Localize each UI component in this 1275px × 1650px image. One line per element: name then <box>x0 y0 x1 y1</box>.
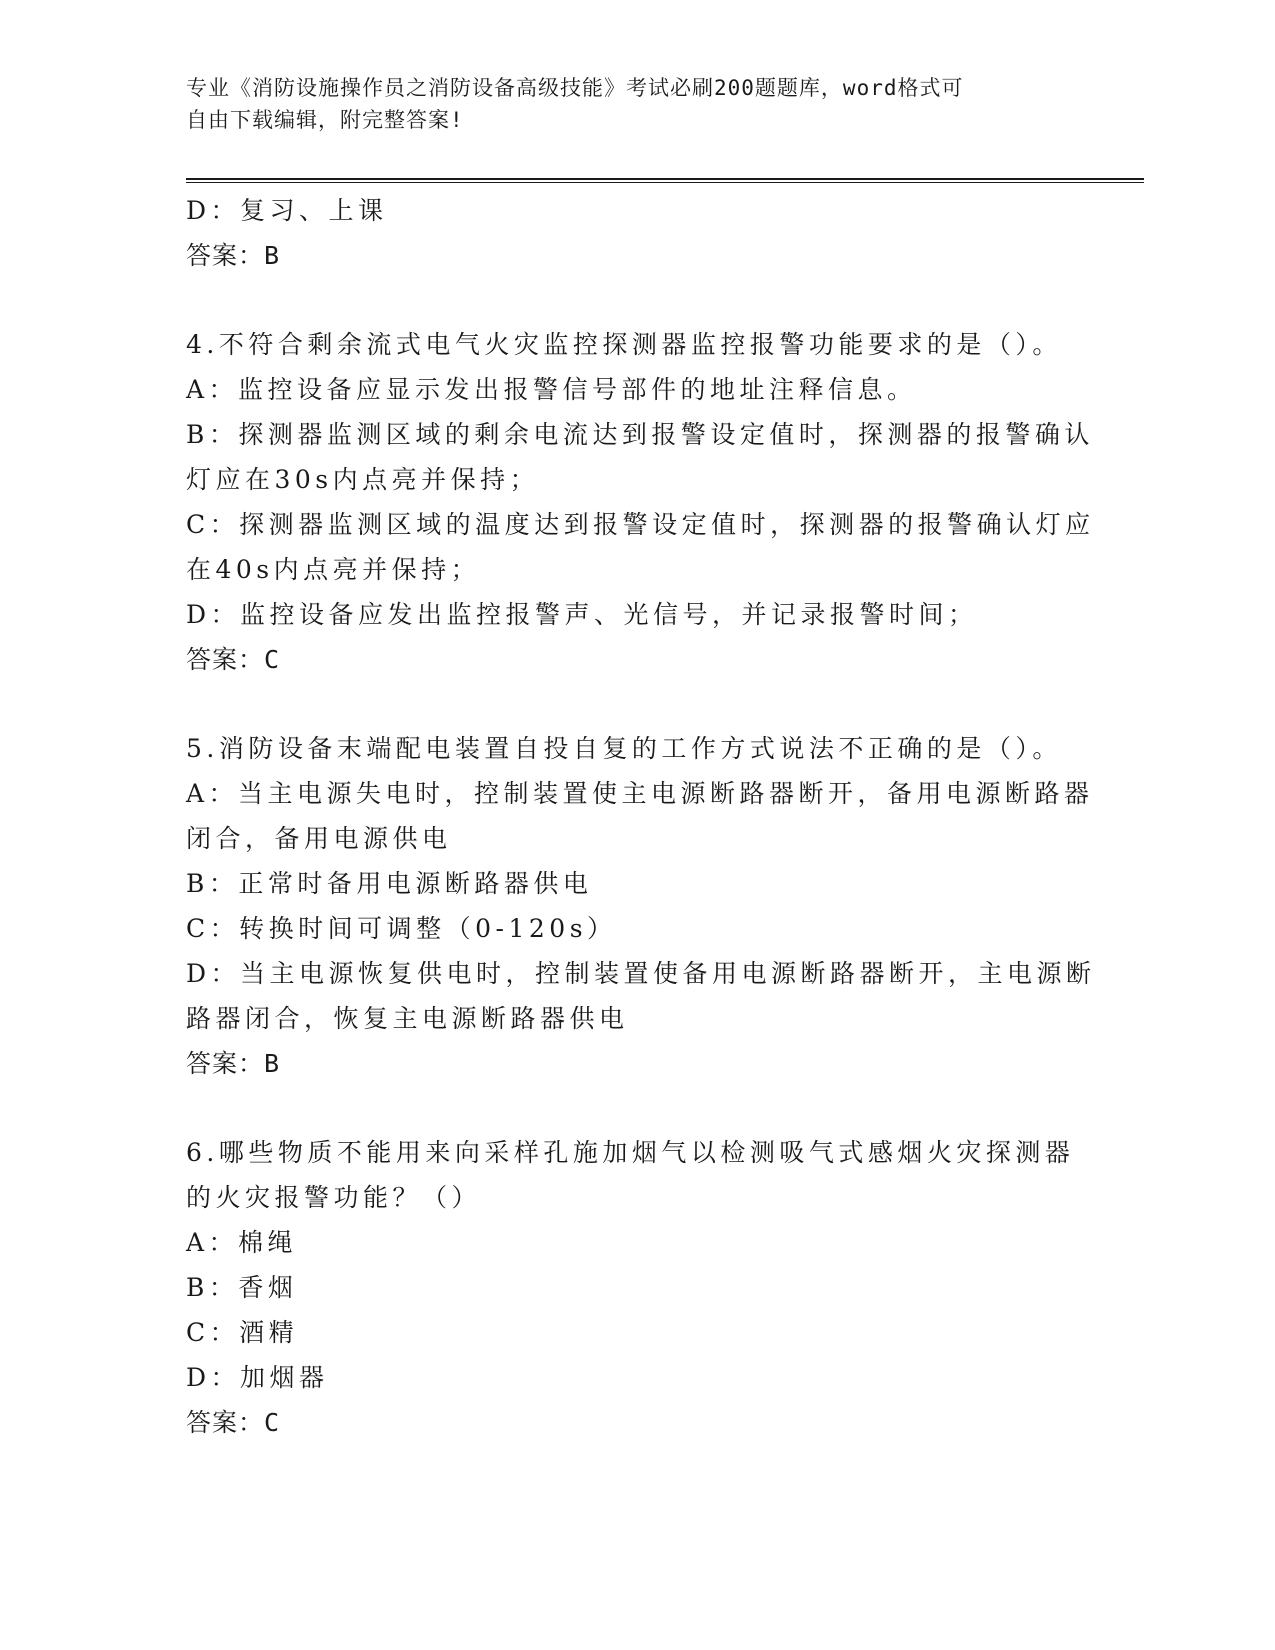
q5-option-d-line-1: D：当主电源恢复供电时，控制装置使备用电源断路器断开，主电源断 <box>186 959 1096 988</box>
q6-question-line-2: 的火灾报警功能？（） <box>186 1183 482 1212</box>
q6-option-d: D：加烟器 <box>186 1363 329 1392</box>
q5-option-a-line-1: A：当主电源失电时，控制装置使主电源断路器断开，备用电源断路器 <box>186 779 1094 808</box>
q4-option-b-line-2: 灯应在30s内点亮并保持； <box>186 465 540 494</box>
q5-option-a-line-2: 闭合，备用电源供电 <box>186 824 452 853</box>
q6-option-c: C：酒精 <box>186 1318 299 1347</box>
question-5 <box>186 726 1096 1086</box>
q4-option-d: D：监控设备应发出监控报警声、光信号，并记录报警时间； <box>186 600 978 629</box>
q4-option-b-line-1: B：探测器监测区域的剩余电流达到报警设定值时，探测器的报警确认 <box>186 420 1094 449</box>
q5-question: 5.消防设备末端配电装置自投自复的工作方式说法不正确的是（）。 <box>186 734 1062 763</box>
q3-answer: 答案：B <box>186 241 281 270</box>
q5-option-b: B：正常时备用电源断路器供电 <box>186 869 593 898</box>
question-list <box>186 188 1096 1445</box>
header-divider-bottom <box>186 182 1144 183</box>
q3-option-d: D：复习、上课 <box>186 196 388 225</box>
header-divider-top <box>186 178 1144 180</box>
question-6 <box>186 1130 1086 1445</box>
q4-option-c-line-1: C：探测器监测区域的温度达到报警设定值时，探测器的报警确认灯应 <box>186 510 1095 539</box>
spacer <box>186 278 1086 322</box>
q4-option-a: A：监控设备应显示发出报警信号部件的地址注释信息。 <box>186 375 917 404</box>
q6-option-a: A：棉绳 <box>186 1228 298 1257</box>
q4-answer: 答案：C <box>186 645 281 674</box>
q6-option-b: B：香烟 <box>186 1273 298 1302</box>
q5-option-c: C：转换时间可调整（0-120s） <box>186 914 617 943</box>
spacer <box>186 682 1086 726</box>
question-4 <box>186 322 1095 682</box>
page-header <box>186 72 1066 136</box>
q5-answer: 答案：B <box>186 1049 281 1078</box>
q6-answer: 答案：C <box>186 1408 281 1437</box>
q4-option-c-line-2: 在40s内点亮并保持； <box>186 555 481 584</box>
q4-question: 4.不符合剩余流式电气火灾监控探测器监控报警功能要求的是（）。 <box>186 330 1062 359</box>
header-title-line-2: 自由下载编辑，附完整答案! <box>186 108 464 132</box>
q5-option-d-line-2: 路器闭合，恢复主电源断路器供电 <box>186 1004 629 1033</box>
spacer <box>186 1086 1086 1130</box>
q6-question-line-1: 6.哪些物质不能用来向采样孔施加烟气以检测吸气式感烟火灾探测器 <box>186 1138 1075 1167</box>
question-3-tail <box>186 188 1086 278</box>
header-title-line-1: 专业《消防设施操作员之消防设备高级技能》考试必刷200题题库，word格式可 <box>186 76 964 100</box>
